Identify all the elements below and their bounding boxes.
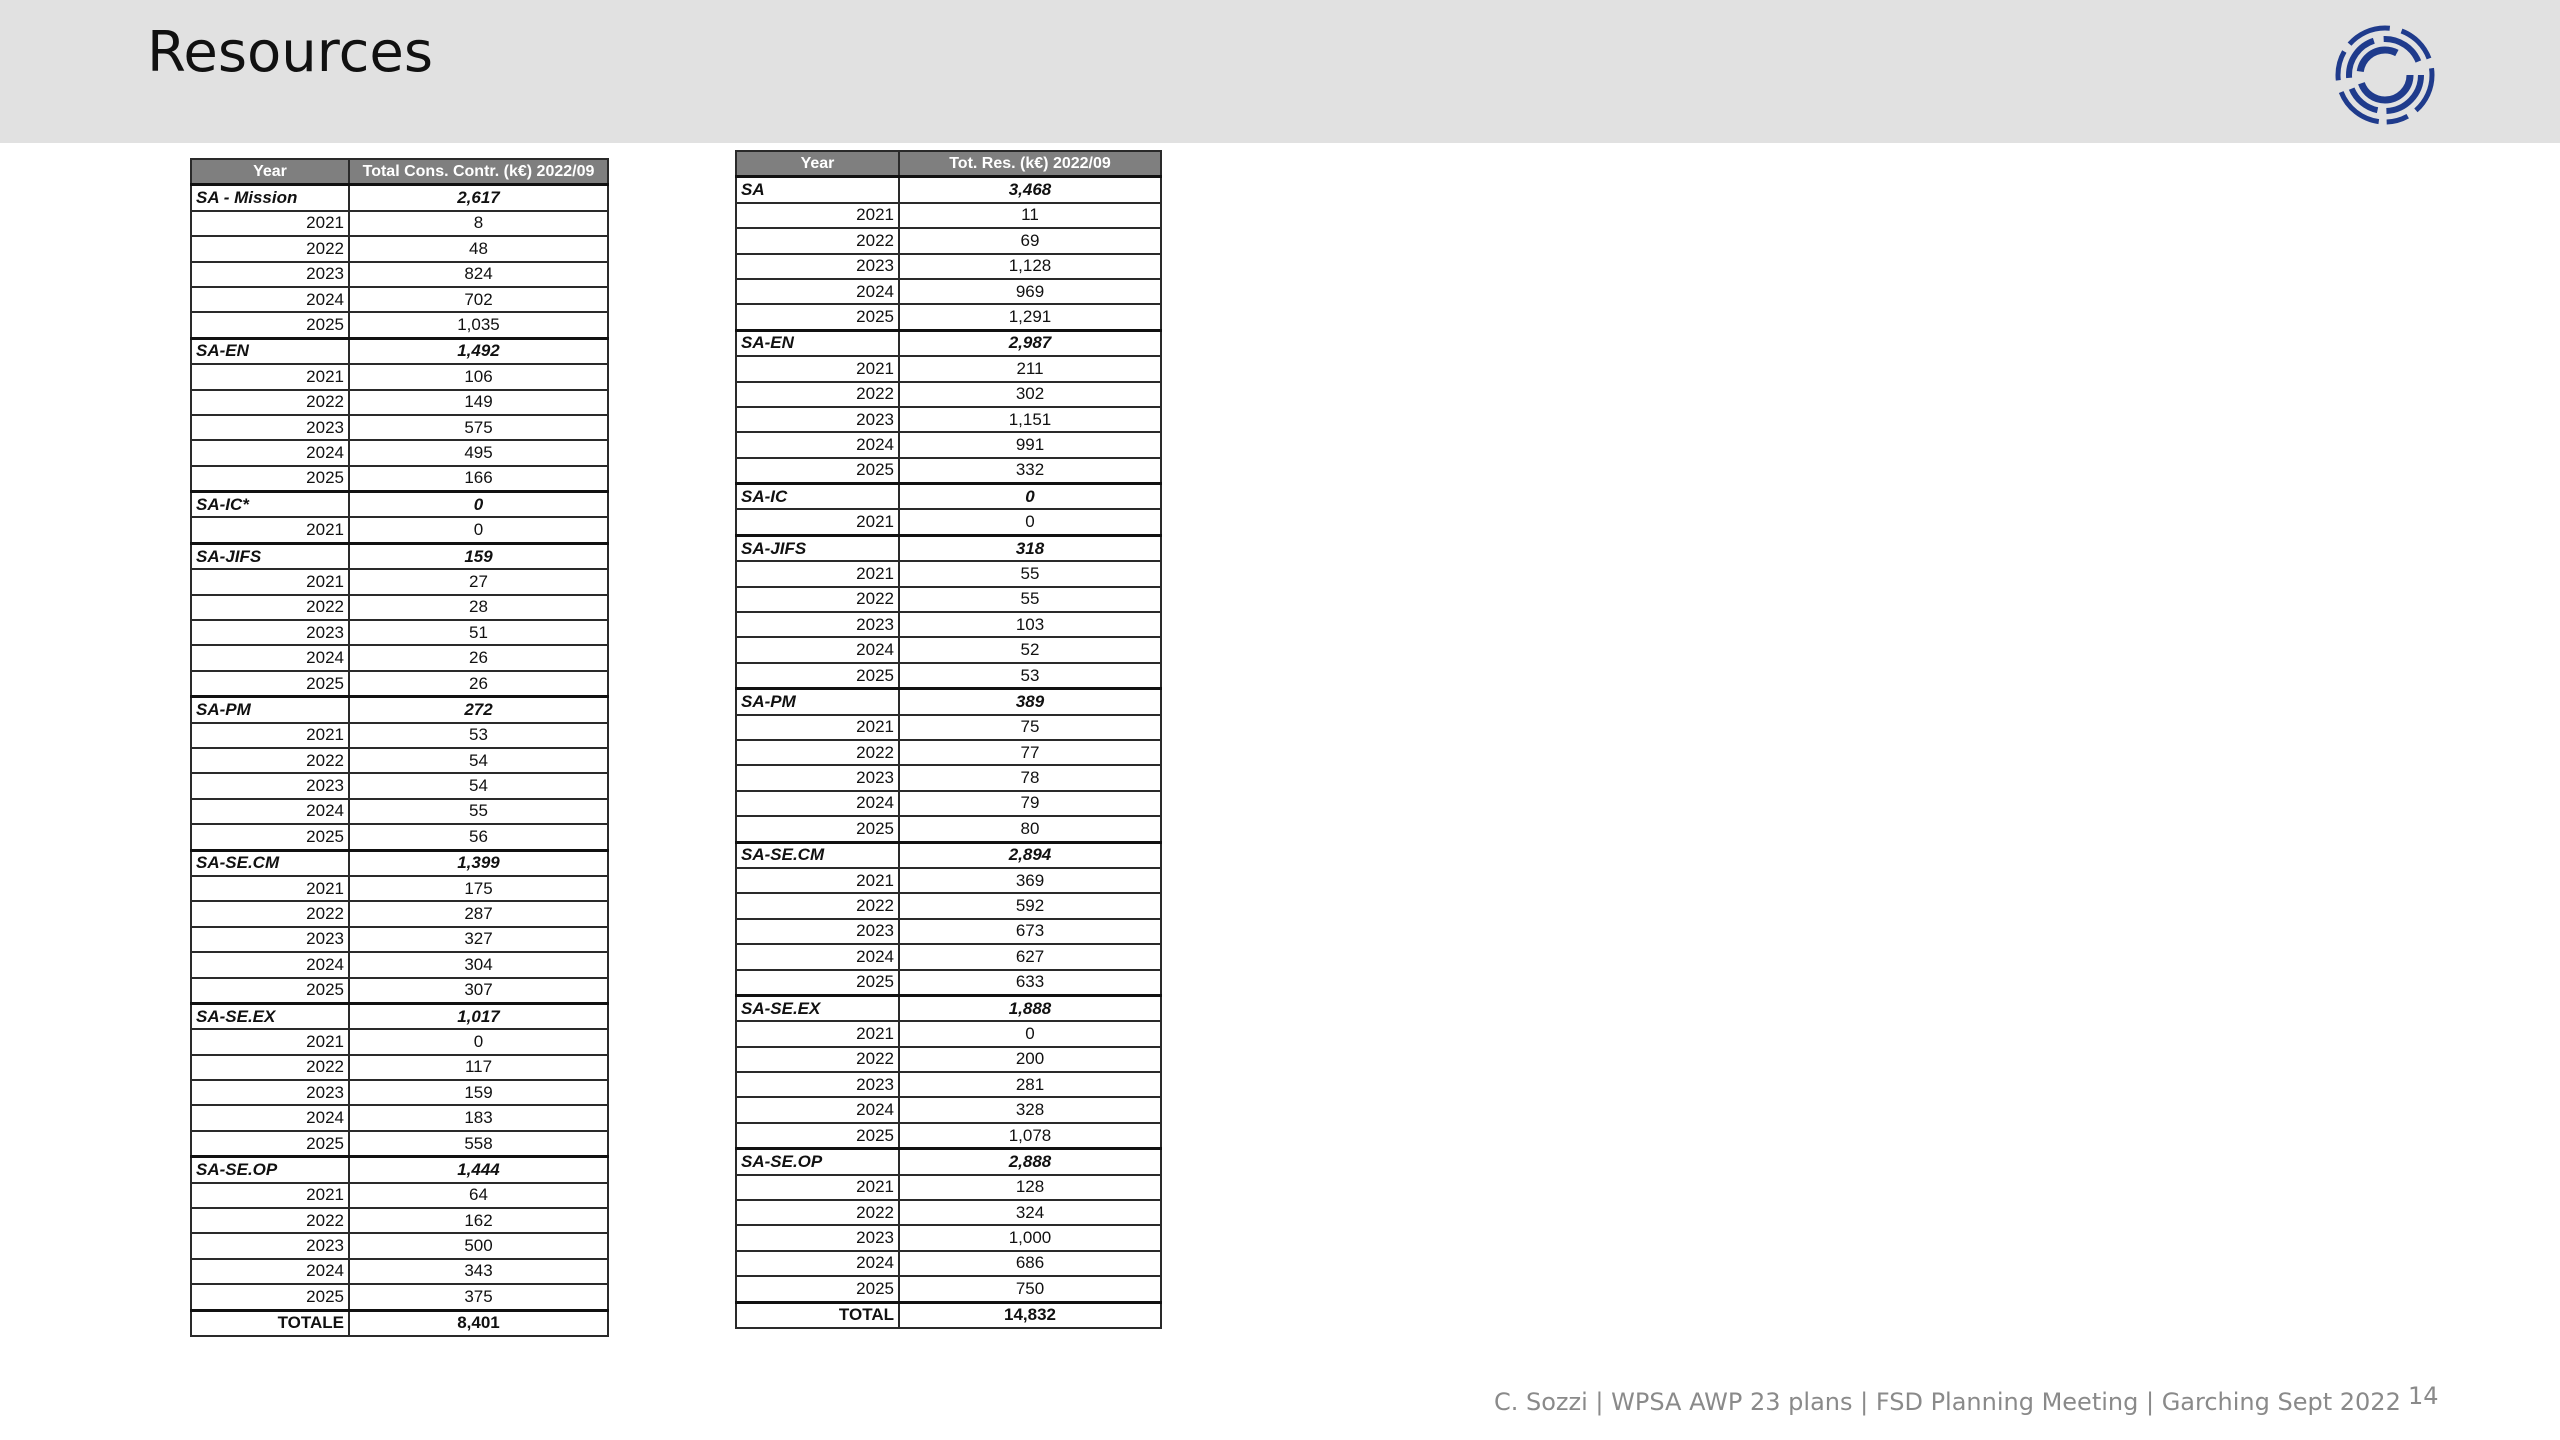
- table-row: [736, 1225, 1161, 1250]
- year-cell: 2021: [191, 1183, 349, 1208]
- value-cell: 117: [349, 1055, 608, 1080]
- table-row: [736, 254, 1161, 279]
- table-row: [736, 407, 1161, 432]
- value-cell: 375: [349, 1284, 608, 1310]
- year-cell: 2024: [191, 799, 349, 824]
- year-cell: 2024: [191, 645, 349, 670]
- value-cell: 48: [349, 236, 608, 261]
- table-row: [736, 740, 1161, 765]
- value-cell: 54: [349, 773, 608, 798]
- value-cell: 162: [349, 1208, 608, 1233]
- year-cell: 2024: [736, 1097, 899, 1122]
- year-cell: 2025: [191, 466, 349, 492]
- value-cell: 369: [899, 868, 1161, 893]
- table-row: [736, 561, 1161, 586]
- table-row: [736, 1021, 1161, 1046]
- group-total: 318: [899, 535, 1161, 561]
- value-cell: 1,151: [899, 407, 1161, 432]
- year-cell: 2021: [191, 569, 349, 594]
- value-cell: 183: [349, 1105, 608, 1130]
- value-cell: 592: [899, 893, 1161, 918]
- value-cell: 128: [899, 1175, 1161, 1200]
- year-cell: 2022: [736, 893, 899, 918]
- column-header-value: Total Cons. Contr. (k€) 2022/09: [349, 159, 608, 185]
- year-cell: 2024: [191, 1105, 349, 1130]
- group-label: SA: [736, 177, 899, 203]
- table-row: [191, 569, 608, 594]
- value-cell: 52: [899, 637, 1161, 662]
- group-row: [191, 543, 608, 569]
- table-row: [736, 944, 1161, 969]
- value-cell: 159: [349, 1080, 608, 1105]
- value-cell: 166: [349, 466, 608, 492]
- year-cell: 2022: [736, 740, 899, 765]
- value-cell: 26: [349, 645, 608, 670]
- table-row: [191, 773, 608, 798]
- year-cell: 2022: [736, 382, 899, 407]
- value-cell: 686: [899, 1251, 1161, 1276]
- group-label: SA - Mission: [191, 185, 349, 211]
- year-cell: 2024: [736, 637, 899, 662]
- table-row: [736, 432, 1161, 457]
- table-row: [736, 868, 1161, 893]
- logo-icon: [2332, 22, 2438, 128]
- year-cell: 2023: [191, 1233, 349, 1258]
- table-row: [191, 415, 608, 440]
- table-row: [736, 458, 1161, 484]
- value-cell: 55: [899, 587, 1161, 612]
- year-cell: 2023: [191, 262, 349, 287]
- column-header-year: Year: [191, 159, 349, 185]
- value-cell: 27: [349, 569, 608, 594]
- value-cell: 75: [899, 715, 1161, 740]
- year-cell: 2024: [736, 944, 899, 969]
- table-row: [191, 440, 608, 465]
- page-number: 14: [2408, 1382, 2439, 1410]
- year-cell: 2025: [736, 663, 899, 689]
- year-cell: 2022: [736, 228, 899, 253]
- table-row: [736, 1251, 1161, 1276]
- group-label: SA-SE.OP: [191, 1157, 349, 1183]
- group-label: SA-SE.CM: [191, 850, 349, 876]
- consolidated-contribution-table: [190, 158, 609, 1337]
- group-total: 2,617: [349, 185, 608, 211]
- year-cell: 2023: [736, 254, 899, 279]
- table-row: [191, 876, 608, 901]
- total-row: [736, 1302, 1161, 1328]
- table-row: [736, 356, 1161, 381]
- value-cell: 149: [349, 390, 608, 415]
- table-row: [736, 1123, 1161, 1149]
- group-row: [191, 697, 608, 723]
- value-cell: 211: [899, 356, 1161, 381]
- table-row: [191, 620, 608, 645]
- group-label: SA-EN: [736, 330, 899, 356]
- value-cell: 69: [899, 228, 1161, 253]
- group-row: [191, 1003, 608, 1029]
- year-cell: 2022: [736, 587, 899, 612]
- table-row: [736, 816, 1161, 842]
- year-cell: 2021: [736, 1175, 899, 1200]
- total-value: 14,832: [899, 1302, 1161, 1328]
- year-cell: 2023: [736, 765, 899, 790]
- group-row: [191, 185, 608, 211]
- group-label: SA-IC: [736, 484, 899, 510]
- year-cell: 2024: [191, 440, 349, 465]
- table-row: [736, 765, 1161, 790]
- total-value: 8,401: [349, 1310, 608, 1336]
- table-row: [191, 978, 608, 1004]
- value-cell: 824: [349, 262, 608, 287]
- value-cell: 54: [349, 748, 608, 773]
- value-cell: 332: [899, 458, 1161, 484]
- value-cell: 80: [899, 816, 1161, 842]
- group-total: 1,492: [349, 338, 608, 364]
- year-cell: 2025: [191, 671, 349, 697]
- year-cell: 2025: [191, 1284, 349, 1310]
- year-cell: 2022: [191, 595, 349, 620]
- value-cell: 1,291: [899, 304, 1161, 330]
- column-header-value: Tot. Res. (k€) 2022/09: [899, 151, 1161, 177]
- table-row: [191, 211, 608, 236]
- value-cell: 633: [899, 970, 1161, 996]
- table-row: [736, 203, 1161, 228]
- table-row: [191, 390, 608, 415]
- year-cell: 2022: [191, 748, 349, 773]
- table-row: [191, 1208, 608, 1233]
- value-cell: 53: [899, 663, 1161, 689]
- table-row: [736, 791, 1161, 816]
- year-cell: 2021: [736, 1021, 899, 1046]
- table-row: [191, 671, 608, 697]
- value-cell: 281: [899, 1072, 1161, 1097]
- table-row: [736, 1047, 1161, 1072]
- table-row: [191, 901, 608, 926]
- year-cell: 2022: [191, 236, 349, 261]
- table-body: [736, 177, 1161, 1328]
- value-cell: 627: [899, 944, 1161, 969]
- group-label: SA-SE.EX: [736, 995, 899, 1021]
- value-cell: 1,000: [899, 1225, 1161, 1250]
- group-row: [736, 330, 1161, 356]
- value-cell: 343: [349, 1259, 608, 1284]
- value-cell: 51: [349, 620, 608, 645]
- group-label: SA-IC*: [191, 492, 349, 518]
- year-cell: 2022: [736, 1047, 899, 1072]
- year-cell: 2023: [736, 1225, 899, 1250]
- value-cell: 328: [899, 1097, 1161, 1122]
- value-cell: 55: [349, 799, 608, 824]
- value-cell: 673: [899, 919, 1161, 944]
- table-row: [736, 637, 1161, 662]
- year-cell: 2021: [191, 517, 349, 543]
- year-cell: 2025: [736, 1276, 899, 1302]
- year-cell: 2023: [736, 407, 899, 432]
- year-cell: 2025: [191, 824, 349, 850]
- value-cell: 8: [349, 211, 608, 236]
- year-cell: 2023: [191, 1080, 349, 1105]
- year-cell: 2021: [736, 509, 899, 535]
- year-cell: 2021: [736, 868, 899, 893]
- table-row: [736, 1072, 1161, 1097]
- table-row: [736, 509, 1161, 535]
- group-total: 159: [349, 543, 608, 569]
- group-row: [191, 850, 608, 876]
- table-row: [191, 1259, 608, 1284]
- year-cell: 2021: [191, 211, 349, 236]
- year-cell: 2022: [191, 1208, 349, 1233]
- year-cell: 2021: [191, 723, 349, 748]
- group-total: 1,888: [899, 995, 1161, 1021]
- value-cell: 0: [349, 1029, 608, 1054]
- value-cell: 56: [349, 824, 608, 850]
- group-row: [191, 338, 608, 364]
- group-label: SA-SE.EX: [191, 1003, 349, 1029]
- table-row: [736, 612, 1161, 637]
- table-row: [191, 952, 608, 977]
- value-cell: 750: [899, 1276, 1161, 1302]
- value-cell: 307: [349, 978, 608, 1004]
- table-row: [736, 1097, 1161, 1122]
- value-cell: 0: [899, 509, 1161, 535]
- group-row: [736, 995, 1161, 1021]
- year-cell: 2023: [191, 927, 349, 952]
- value-cell: 702: [349, 287, 608, 312]
- group-total: 1,444: [349, 1157, 608, 1183]
- group-total: 0: [349, 492, 608, 518]
- group-total: 389: [899, 689, 1161, 715]
- table-row: [736, 228, 1161, 253]
- table-row: [736, 1175, 1161, 1200]
- year-cell: 2024: [191, 287, 349, 312]
- group-label: SA-EN: [191, 338, 349, 364]
- year-cell: 2025: [191, 312, 349, 338]
- year-cell: 2025: [736, 1123, 899, 1149]
- value-cell: 200: [899, 1047, 1161, 1072]
- year-cell: 2021: [191, 876, 349, 901]
- year-cell: 2025: [736, 304, 899, 330]
- value-cell: 0: [349, 517, 608, 543]
- table-row: [191, 1080, 608, 1105]
- total-row: [191, 1310, 608, 1336]
- table-row: [191, 1029, 608, 1054]
- column-header-year: Year: [736, 151, 899, 177]
- year-cell: 2021: [191, 364, 349, 389]
- table-row: [191, 824, 608, 850]
- year-cell: 2023: [191, 620, 349, 645]
- year-cell: 2025: [736, 816, 899, 842]
- value-cell: 175: [349, 876, 608, 901]
- table-row: [191, 287, 608, 312]
- value-cell: 77: [899, 740, 1161, 765]
- footer-text: C. Sozzi | WPSA AWP 23 plans | FSD Planning Meeting | Garching Sept 2022: [1494, 1388, 2401, 1416]
- year-cell: 2025: [191, 978, 349, 1004]
- year-cell: 2021: [736, 356, 899, 381]
- table-row: [736, 587, 1161, 612]
- table-row: [736, 1276, 1161, 1302]
- value-cell: 302: [899, 382, 1161, 407]
- table-row: [191, 1233, 608, 1258]
- value-cell: 1,035: [349, 312, 608, 338]
- total-label: TOTAL: [736, 1302, 899, 1328]
- year-cell: 2022: [191, 901, 349, 926]
- table-row: [191, 312, 608, 338]
- table-row: [191, 595, 608, 620]
- page-title: Resources: [147, 20, 433, 85]
- year-cell: 2023: [191, 415, 349, 440]
- table-row: [191, 1105, 608, 1130]
- table-row: [736, 663, 1161, 689]
- group-total: 272: [349, 697, 608, 723]
- group-total: 3,468: [899, 177, 1161, 203]
- year-cell: 2021: [736, 203, 899, 228]
- table-row: [191, 1131, 608, 1157]
- group-row: [736, 535, 1161, 561]
- year-cell: 2023: [191, 773, 349, 798]
- table-row: [736, 970, 1161, 996]
- year-cell: 2021: [736, 715, 899, 740]
- table-row: [191, 262, 608, 287]
- value-cell: 103: [899, 612, 1161, 637]
- year-cell: 2022: [191, 390, 349, 415]
- table-row: [191, 723, 608, 748]
- table-row: [736, 279, 1161, 304]
- value-cell: 79: [899, 791, 1161, 816]
- value-cell: 1,078: [899, 1123, 1161, 1149]
- group-label: SA-SE.CM: [736, 842, 899, 868]
- group-total: 2,894: [899, 842, 1161, 868]
- group-total: 2,888: [899, 1149, 1161, 1175]
- value-cell: 1,128: [899, 254, 1161, 279]
- group-total: 2,987: [899, 330, 1161, 356]
- table-row: [191, 799, 608, 824]
- year-cell: 2023: [736, 1072, 899, 1097]
- table-row: [191, 1284, 608, 1310]
- year-cell: 2025: [736, 458, 899, 484]
- table-row: [191, 466, 608, 492]
- year-cell: 2024: [736, 432, 899, 457]
- value-cell: 78: [899, 765, 1161, 790]
- table-row: [736, 715, 1161, 740]
- total-label: TOTALE: [191, 1310, 349, 1336]
- year-cell: 2025: [191, 1131, 349, 1157]
- table-body: [191, 185, 608, 1336]
- group-total: 1,399: [349, 850, 608, 876]
- value-cell: 106: [349, 364, 608, 389]
- value-cell: 969: [899, 279, 1161, 304]
- year-cell: 2024: [736, 1251, 899, 1276]
- table-row: [191, 236, 608, 261]
- group-total: 1,017: [349, 1003, 608, 1029]
- table-row: [191, 748, 608, 773]
- year-cell: 2024: [191, 952, 349, 977]
- value-cell: 327: [349, 927, 608, 952]
- table-row: [736, 382, 1161, 407]
- table-row: [736, 1200, 1161, 1225]
- value-cell: 55: [899, 561, 1161, 586]
- group-row: [736, 689, 1161, 715]
- group-label: SA-JIFS: [191, 543, 349, 569]
- table-row: [736, 919, 1161, 944]
- group-label: SA-SE.OP: [736, 1149, 899, 1175]
- value-cell: 0: [899, 1021, 1161, 1046]
- year-cell: 2024: [736, 279, 899, 304]
- value-cell: 575: [349, 415, 608, 440]
- value-cell: 304: [349, 952, 608, 977]
- value-cell: 991: [899, 432, 1161, 457]
- year-cell: 2022: [736, 1200, 899, 1225]
- value-cell: 26: [349, 671, 608, 697]
- year-cell: 2023: [736, 612, 899, 637]
- year-cell: 2022: [191, 1055, 349, 1080]
- value-cell: 11: [899, 203, 1161, 228]
- table-row: [736, 893, 1161, 918]
- year-cell: 2024: [736, 791, 899, 816]
- table-row: [191, 517, 608, 543]
- year-cell: 2025: [736, 970, 899, 996]
- group-row: [736, 1149, 1161, 1175]
- table-row: [191, 645, 608, 670]
- group-row: [191, 1157, 608, 1183]
- year-cell: 2021: [191, 1029, 349, 1054]
- year-cell: 2024: [191, 1259, 349, 1284]
- value-cell: 324: [899, 1200, 1161, 1225]
- group-label: SA-JIFS: [736, 535, 899, 561]
- total-resources-table: [735, 150, 1162, 1329]
- group-label: SA-PM: [191, 697, 349, 723]
- year-cell: 2021: [736, 561, 899, 586]
- value-cell: 28: [349, 595, 608, 620]
- group-row: [191, 492, 608, 518]
- value-cell: 558: [349, 1131, 608, 1157]
- value-cell: 500: [349, 1233, 608, 1258]
- group-row: [736, 484, 1161, 510]
- value-cell: 495: [349, 440, 608, 465]
- group-label: SA-PM: [736, 689, 899, 715]
- group-row: [736, 842, 1161, 868]
- table-row: [191, 1055, 608, 1080]
- table-row: [191, 364, 608, 389]
- table-row: [191, 1183, 608, 1208]
- table-row: [736, 304, 1161, 330]
- group-row: [736, 177, 1161, 203]
- value-cell: 287: [349, 901, 608, 926]
- slide-header: [0, 0, 2560, 143]
- group-total: 0: [899, 484, 1161, 510]
- table-row: [191, 927, 608, 952]
- value-cell: 64: [349, 1183, 608, 1208]
- value-cell: 53: [349, 723, 608, 748]
- year-cell: 2023: [736, 919, 899, 944]
